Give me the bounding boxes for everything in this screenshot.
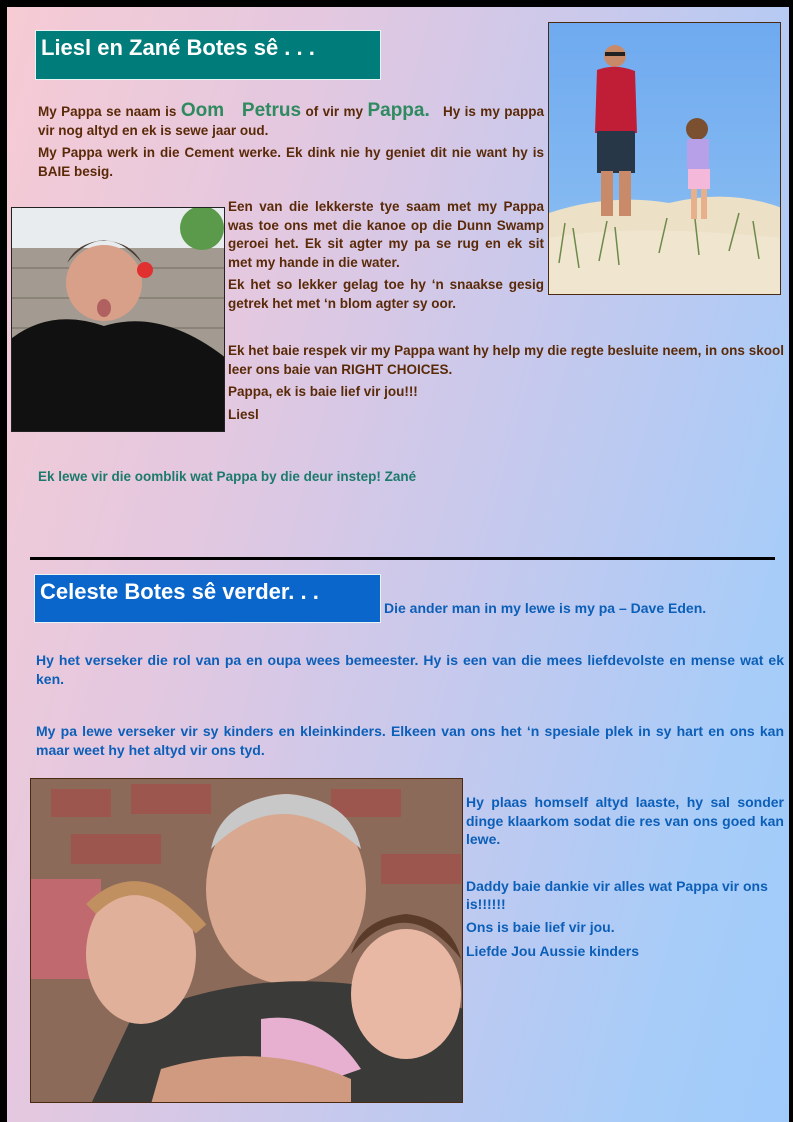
paragraph-respect: Ek het baie respek vir my Pappa want hy help my die regte besluite neem, in ons skool leer ons baie van RIGHT CHOICES. <box>228 343 784 377</box>
paragraph-love2: Ons is baie lief vir jou. <box>466 918 615 935</box>
paragraph-canoe: Een van die lekkerste tye saam met my Pappa was toe ons met die kanoe op die Dunn Swamp geroei het. Ek sit agter my pa se rug en ek sit met my hande in die water. <box>228 199 544 270</box>
intro-middle: of vir my <box>301 104 368 119</box>
zane-line: Ek lewe vir die oomblik wat Pappa by die deur instep! Zané <box>38 469 417 484</box>
paragraph-love: Pappa, ek is baie lief vir jou!!! <box>228 384 418 399</box>
paragraph-work: My Pappa werk in die Cement werke. Ek dink nie hy geniet dit nie want hy is BAIE besig. <box>38 145 544 179</box>
section1-title <box>35 30 381 80</box>
name-oom-petrus: Oom Petrus <box>180 100 302 121</box>
beach-photo-image <box>549 23 781 295</box>
signature-liesl: Liesl <box>228 406 259 422</box>
intro-prefix: My Pappa se naam is <box>38 104 181 119</box>
section2-title <box>34 574 381 623</box>
grandpa-text-block <box>466 793 784 961</box>
photo-beach <box>548 22 781 295</box>
page <box>7 7 789 1122</box>
section1-title-text: Liesl en Zané Botes sê . . . <box>41 35 315 60</box>
grandpa-photo-image <box>31 779 463 1103</box>
section-divider <box>30 557 775 560</box>
photo-flower <box>11 207 225 432</box>
name-pappa: Pappa. <box>367 100 430 121</box>
photo-grandpa <box>30 778 463 1103</box>
respect-block <box>228 342 784 424</box>
signature-aussie: Liefde Jou Aussie kinders <box>466 943 639 959</box>
paragraph-laugh: Ek het so lekker gelag toe hy ‘n snaakse gesig getrek het met ‘n blom agter sy oor. <box>228 277 544 311</box>
intro-suffix: Hy is my pappa vir nog altyd en ek is sewe jaar oud. <box>38 104 548 138</box>
paragraph-thanks: Daddy baie dankie vir alles wat Pappa vir ons is!!!!!! <box>466 877 768 912</box>
paragraph-last: Hy plaas homself altyd laaste, hy sal sonder dinge klaarkom sodat die res van ons goed kan lewe. <box>466 794 784 847</box>
section2-title-text: Celeste Botes sê verder. . . <box>40 579 319 604</box>
flower-photo-image <box>12 208 225 432</box>
canoe-block <box>228 198 544 313</box>
intro-paragraph <box>38 100 548 181</box>
paragraph-kids: My pa lewe verseker vir sy kinders en kleinkinders. Elkeen van ons het ‘n spesiale plek in sy hart en ons kan maar weet hy het altyd vir ons tyd. <box>36 723 784 758</box>
paragraph-role: Hy het verseker die rol van pa en oupa wees bemeester. Hy is een van die mees liefdevolste en mense wat ek ken. <box>36 652 784 687</box>
title-follow-line: Die ander man in my lewe is my pa – Dave Eden. <box>384 600 707 616</box>
